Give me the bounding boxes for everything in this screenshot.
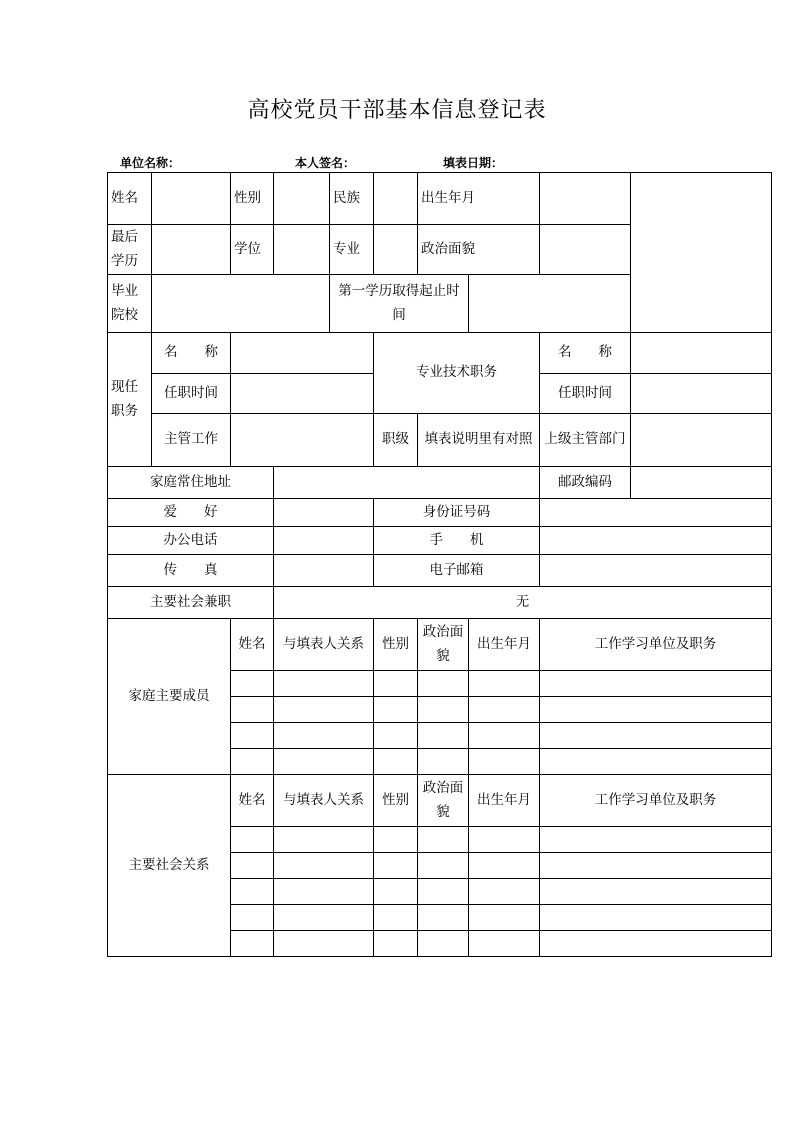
birth-label: 出生年月 [418, 173, 540, 225]
family-col-work: 工作学习单位及职务 [540, 618, 772, 670]
relations-col-relation: 与填表人关系 [274, 774, 374, 826]
office-phone-field[interactable] [274, 526, 374, 554]
hobby-field[interactable] [274, 498, 374, 526]
home-address-label: 家庭常住地址 [108, 466, 274, 498]
position-name-label: 名 称 [152, 332, 231, 373]
family-col-gender: 性别 [374, 618, 418, 670]
unit-name-label: 单位名称： [120, 156, 181, 170]
position-time-field[interactable] [231, 373, 374, 413]
position-work-label: 主管工作 [152, 413, 231, 466]
relations-col-work: 工作学习单位及职务 [540, 774, 772, 826]
relations-col-gender: 性别 [374, 774, 418, 826]
prof-name-label: 名 称 [540, 332, 631, 373]
current-position-label: 现任职务 [108, 332, 152, 466]
political-label: 政治面貌 [418, 225, 540, 275]
hobby-label: 爱 好 [108, 498, 274, 526]
email-label: 电子邮箱 [374, 554, 540, 586]
degree-field[interactable] [274, 225, 330, 275]
family-members-label: 家庭主要成员 [108, 618, 231, 774]
family-col-name: 姓名 [231, 618, 274, 670]
fax-label: 传 真 [108, 554, 274, 586]
birth-field[interactable] [540, 173, 631, 225]
major-label: 专业 [330, 225, 374, 275]
postcode-label: 邮政编码 [540, 466, 631, 498]
mobile-label: 手 机 [374, 526, 540, 554]
position-time-label: 任职时间 [152, 373, 231, 413]
name-label: 姓名 [108, 173, 152, 225]
email-field[interactable] [540, 554, 772, 586]
id-number-field[interactable] [540, 498, 772, 526]
relations-col-name: 姓名 [231, 774, 274, 826]
social-positions-value[interactable]: 无 [274, 586, 772, 618]
first-degree-period-field[interactable] [469, 274, 631, 332]
gender-label: 性别 [231, 173, 274, 225]
prof-title-label: 专业技术职务 [374, 332, 540, 413]
prof-time-label: 任职时间 [540, 373, 631, 413]
form-title: 高校党员干部基本信息登记表 [247, 98, 547, 123]
relations-col-political: 政治面貌 [418, 774, 469, 826]
photo-area [631, 173, 772, 333]
superior-dept-field[interactable] [631, 413, 772, 466]
rank-label: 职级 [374, 413, 418, 466]
ethnicity-field[interactable] [374, 173, 418, 225]
superior-dept-label: 上级主管部门 [540, 413, 631, 466]
first-degree-period-label: 第一学历取得起止时间 [330, 274, 469, 332]
ethnicity-label: 民族 [330, 173, 374, 225]
graduate-school-label: 毕业院校 [108, 274, 152, 332]
rank-note-label: 填表说明里有对照 [418, 413, 540, 466]
family-col-political: 政治面貌 [418, 618, 469, 670]
social-positions-label: 主要社会兼职 [108, 586, 274, 618]
prof-time-field[interactable] [631, 373, 772, 413]
signature-label: 本人签名： [295, 156, 356, 170]
education-field[interactable] [152, 225, 231, 275]
fax-field[interactable] [274, 554, 374, 586]
name-field[interactable] [152, 173, 231, 225]
political-field[interactable] [540, 225, 631, 275]
relations-col-birth: 出生年月 [469, 774, 540, 826]
major-field[interactable] [374, 225, 418, 275]
social-relations-label: 主要社会关系 [108, 774, 231, 956]
home-address-field[interactable] [274, 466, 540, 498]
fill-date-label: 填表日期： [443, 156, 504, 170]
mobile-field[interactable] [540, 526, 772, 554]
prof-name-field[interactable] [631, 332, 772, 373]
position-work-field[interactable] [231, 413, 374, 466]
position-name-field[interactable] [231, 332, 374, 373]
degree-label: 学位 [231, 225, 274, 275]
graduate-school-field[interactable] [152, 274, 330, 332]
family-col-relation: 与填表人关系 [274, 618, 374, 670]
gender-field[interactable] [274, 173, 330, 225]
office-phone-label: 办公电话 [108, 526, 274, 554]
registration-table [107, 172, 772, 957]
id-number-label: 身份证号码 [374, 498, 540, 526]
family-col-birth: 出生年月 [469, 618, 540, 670]
postcode-field[interactable] [631, 466, 772, 498]
education-label: 最后学历 [108, 225, 152, 275]
